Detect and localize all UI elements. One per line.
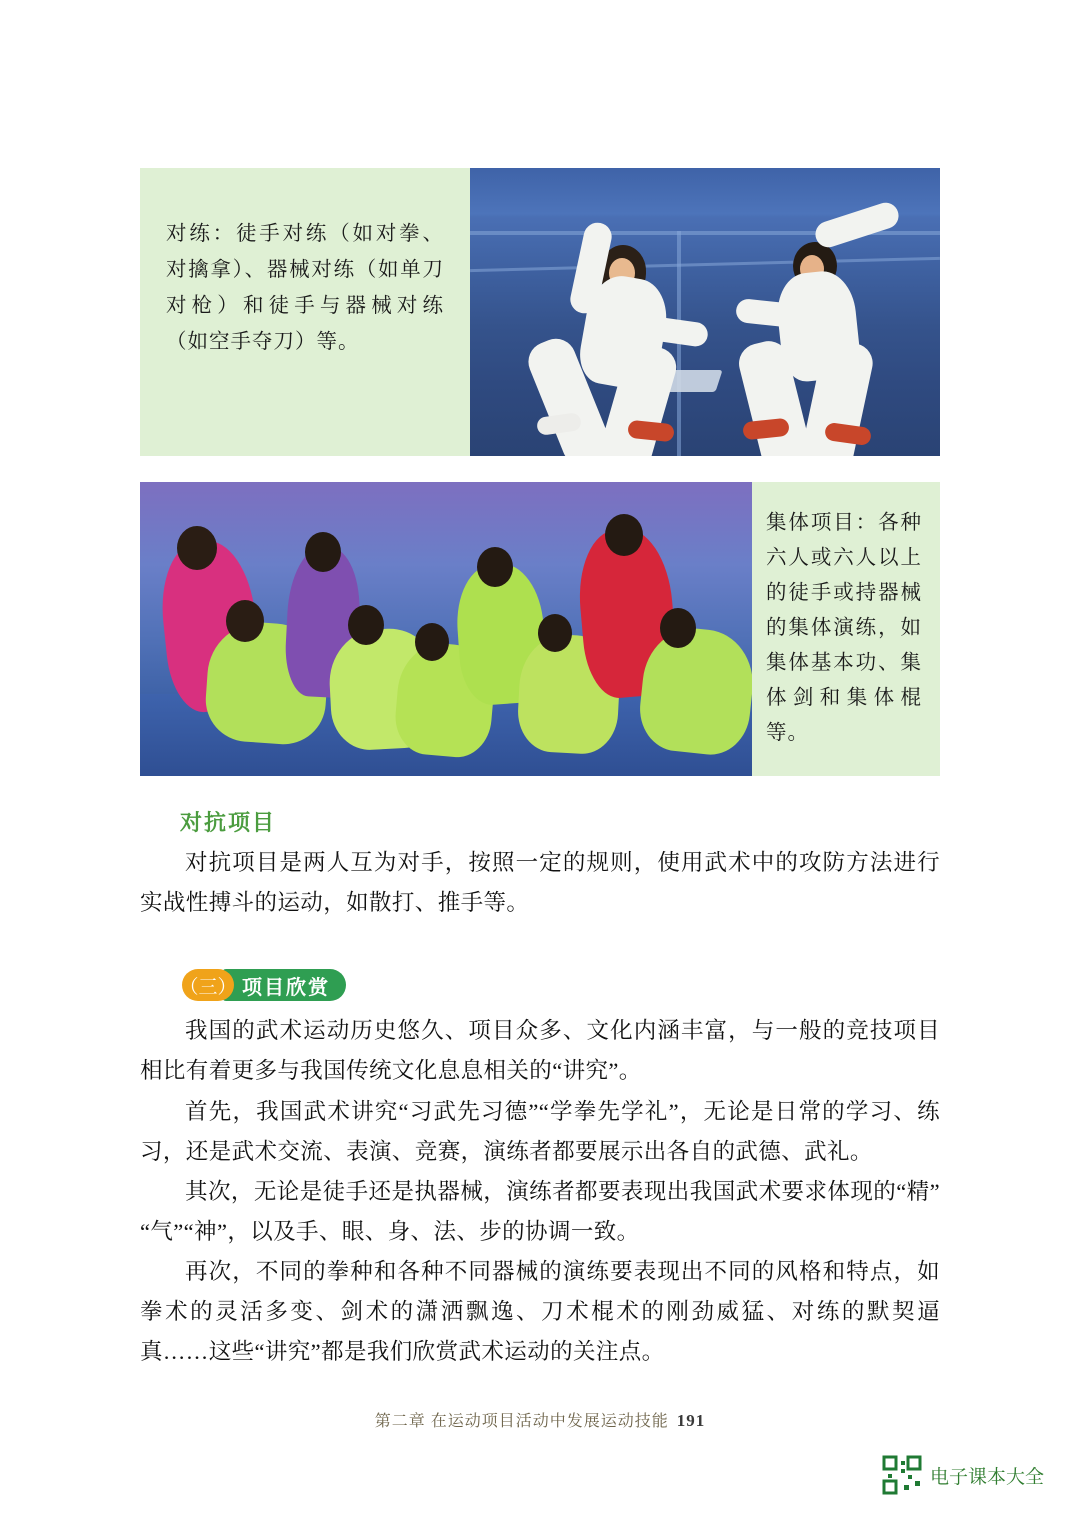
performer-head bbox=[305, 532, 341, 572]
performer-head bbox=[177, 526, 217, 570]
footer-chapter-title: 第二章 在运动项目活动中发展运动技能 bbox=[374, 1413, 669, 1430]
figure-jiti-photo bbox=[140, 482, 752, 776]
page-number: 191 bbox=[676, 1411, 706, 1430]
performer-head bbox=[477, 547, 513, 587]
athlete-left bbox=[536, 217, 696, 447]
badge-number: （三） bbox=[182, 969, 234, 1001]
qr-code-icon bbox=[882, 1455, 922, 1495]
page-footer bbox=[0, 1408, 1080, 1431]
paragraph-appreciation-3: 其次，无论是徒手还是执器械，演练者都要表现出我国武术要求体现的“精”“气”“神”，以及手、眼、身、法、步的协调一致。 bbox=[140, 1179, 940, 1244]
paragraph-appreciation-4: 再次，不同的拳种和各种不同器械的演练要表现出不同的风格和特点，如拳术的灵活多变、剑术的潇洒飘逸、刀术棍术的刚劲威猛、对练的默契逼真……这些“讲究”都是我们欣赏武术运动的关注点。 bbox=[140, 1259, 940, 1364]
athlete-right bbox=[714, 203, 893, 451]
paragraph-appreciation-1: 我国的武术运动历史悠久、项目众多、文化内涵丰富，与一般的竞技项目相比有着更多与我国传统文化息息相关的“讲究”。 bbox=[140, 1018, 940, 1083]
watermark bbox=[882, 1455, 1044, 1495]
watermark-text: 电子课本大全 bbox=[929, 1466, 1044, 1488]
paragraph-duikang: 对抗项目是两人互为对手，按照一定的规则，使用武术中的攻防方法进行实战性搏斗的运动，如散打、推手等。 bbox=[140, 850, 940, 915]
figure-jiti bbox=[140, 482, 940, 776]
athlete-arm-raised bbox=[812, 200, 902, 251]
badge-label: 项目欣赏 bbox=[222, 969, 346, 1001]
section-badge-appreciation bbox=[179, 968, 346, 1002]
performer-head bbox=[226, 600, 264, 642]
section-heading-duikang: 对抗项目 bbox=[180, 810, 277, 835]
figure-duilian-caption: 对练：徒手对练（如对拳、对擒拿）、器械对练（如单刀对枪）和徒手与器械对练（如空手夺刀）等。 bbox=[166, 223, 444, 353]
figure-duilian bbox=[140, 168, 940, 456]
performer-head bbox=[538, 614, 572, 652]
figure-jiti-caption: 集体项目：各种六人或六人以上的徒手或持器械的集体演练，如集体基本功、集体剑和集体棍等。 bbox=[766, 512, 922, 744]
figure-duilian-photo bbox=[470, 168, 940, 456]
paragraph-appreciation-2: 首先，我国武术讲究“习武先习德”“学拳先学礼”，无论是日常的学习、练习，还是武术交流、表演、竞赛，演练者都要展示出各自的武德、武礼。 bbox=[140, 1099, 940, 1164]
